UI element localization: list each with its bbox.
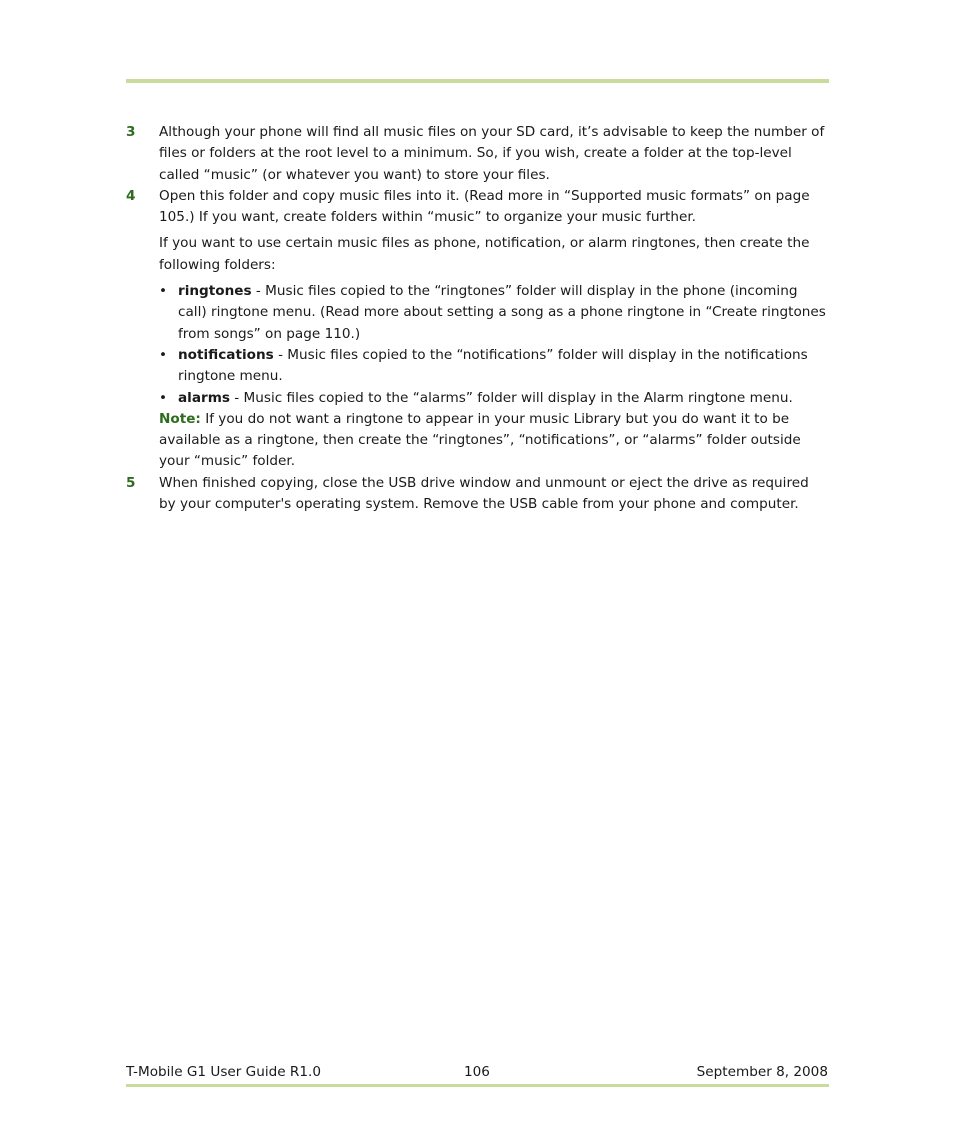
bullet-icon: • bbox=[159, 389, 168, 406]
list-item bbox=[159, 281, 826, 345]
step-5 bbox=[126, 473, 826, 516]
step-number: 4 bbox=[126, 187, 136, 204]
footer-guide-title: T-Mobile G1 User Guide R1.0 bbox=[126, 1064, 321, 1080]
folders-intro-paragraph: If you want to use certain music files as phone, notification, or alarm ringtones, then create the following folders: bbox=[159, 235, 810, 273]
list-item bbox=[159, 345, 826, 388]
step-text: Although your phone will find all music files on your SD card, it’s advisable to keep the number of files or folders at the root level to a minimum. So, if you wish, create a folder at the top-level called “music” (or whatever you want) to store your files. bbox=[159, 124, 825, 183]
footer-page-number: 106 bbox=[464, 1064, 490, 1080]
step-4 bbox=[126, 186, 826, 229]
page-body bbox=[126, 122, 826, 515]
folder-description: - Music files copied to the “notifications” folder will display in the notifications ringtone menu. bbox=[178, 346, 808, 385]
note-label: Note: bbox=[159, 410, 201, 427]
step-text: Open this folder and copy music files into it. (Read more in “Supported music formats” on page 105.) If you want, create folders within “music” to organize your music further. bbox=[159, 187, 810, 226]
bullet-icon: • bbox=[159, 346, 168, 363]
folder-term: alarms bbox=[178, 389, 230, 406]
folder-description: - Music files copied to the “alarms” folder will display in the Alarm ringtone menu. bbox=[229, 389, 793, 406]
folder-term: ringtones bbox=[178, 283, 252, 300]
folder-description: - Music files copied to the “ringtones” folder will display in the phone (incoming call) ringtone menu. (Read more about setting a song as a phone ringtone in “Create ringtones from songs” on page 110.) bbox=[178, 283, 826, 342]
step-3 bbox=[126, 122, 826, 186]
folder-term: notifications bbox=[178, 346, 274, 363]
step-text: When finished copying, close the USB drive window and unmount or eject the drive as required by your computer's operating system. Remove the USB cable from your phone and computer. bbox=[159, 474, 809, 513]
step-number: 3 bbox=[126, 124, 136, 140]
folder-list bbox=[126, 281, 826, 409]
step-number: 5 bbox=[126, 474, 136, 491]
header-rule bbox=[126, 79, 829, 83]
note-text: If you do not want a ringtone to appear in your music Library but you do want it to be available as a ringtone, then create the “ringtones”, “notifications”, or “alarms” folder outside your “music” folder. bbox=[159, 410, 801, 470]
note-paragraph bbox=[126, 409, 826, 473]
footer-date: September 8, 2008 bbox=[696, 1064, 828, 1080]
footer-rule bbox=[126, 1084, 829, 1087]
bullet-icon: • bbox=[159, 283, 168, 300]
list-item bbox=[159, 388, 826, 409]
